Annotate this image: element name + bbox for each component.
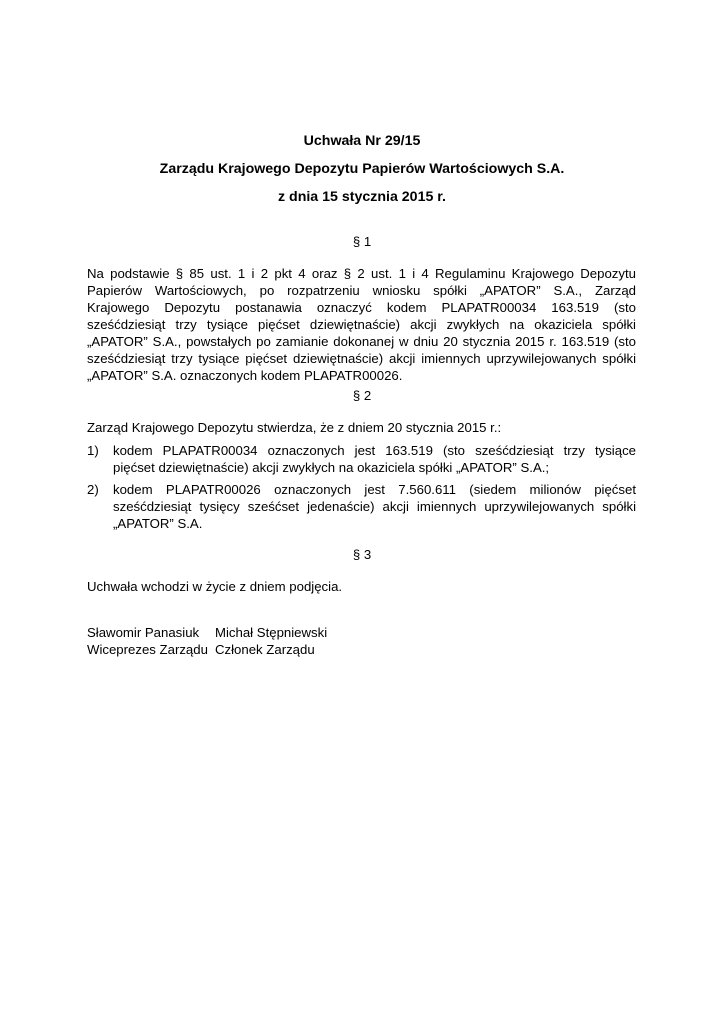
text-line: Krajowego Depozytu postanawia oznaczyć kodem PLAPATR00034 163.519 (sto xyxy=(87,300,636,315)
section-2-heading: § 2 xyxy=(352,388,372,403)
section-2-intro xyxy=(87,419,636,436)
text-line: pięćset dziewiętnaście) akcji zwykłych na okaziciela spółki „APATOR” S.A.; xyxy=(113,460,550,475)
text-line: Uchwała wchodzi w życie z dniem podjęcia. xyxy=(87,579,343,594)
text-line: sześćdziesiąt trzy tysiące pięćset dziewiętnaście) akcji imiennych uprzywilejowanych spółki xyxy=(87,351,636,366)
text-line: Zarząd Krajowego Depozytu stwierdza, że z dniem 20 stycznia 2015 r.: xyxy=(87,420,502,435)
section-1-heading: § 1 xyxy=(352,234,372,249)
signatory-name: Sławomir Panasiuk xyxy=(87,625,200,640)
list-number: 2) xyxy=(87,482,99,497)
text-line: Papierów Wartościowych, po rozpatrzeniu wniosku spółki „APATOR” S.A., Zarząd xyxy=(87,283,636,298)
signatory-role: Członek Zarządu xyxy=(215,642,315,657)
section-3-heading: § 3 xyxy=(352,547,372,562)
text-line: kodem PLAPATR00026 oznaczonych jest 7.560.611 (siedem milionów pięćset xyxy=(113,482,636,497)
signature-block xyxy=(87,624,636,660)
signature xyxy=(215,624,327,658)
signatory-role: Wiceprezes Zarządu xyxy=(87,642,208,657)
text-line: Na podstawie § 85 ust. 1 i 2 pkt 4 oraz § 2 ust. 1 i 4 Regulaminu Krajowego Depozytu xyxy=(87,266,636,281)
signatory-name: Michał Stępniewski xyxy=(215,625,328,640)
list-number: 1) xyxy=(87,443,99,458)
text-line: sześćdziesiąt trzy tysiące pięćset dziewiętnaście) akcji zwykłych na okaziciela spółki xyxy=(87,317,636,332)
issuing-body: Zarządu Krajowego Depozytu Papierów Wartościowych S.A. xyxy=(159,161,565,177)
text-line: kodem PLAPATR00034 oznaczonych jest 163.519 (sto sześćdziesiąt trzy tysiące xyxy=(113,443,636,458)
signature xyxy=(87,624,208,658)
list-item-body xyxy=(113,481,636,532)
section-1-body xyxy=(87,265,636,384)
resolution-date: z dnia 15 stycznia 2015 r. xyxy=(278,189,446,205)
text-line: „APATOR” S.A. oznaczonych kodem PLAPATR00026. xyxy=(87,368,403,383)
text-line: „APATOR” S.A., powstałych po zamianie dokonanej w dniu 20 stycznia 2015 r. 163.519 (sto xyxy=(87,334,636,349)
section-3-body xyxy=(87,578,636,595)
text-line: sześćdziesiąt tysięcy sześćset jedenaście) akcji imiennych uprzywilejowanych spółki xyxy=(113,499,636,514)
text-line: „APATOR” S.A. xyxy=(113,516,203,531)
list-item-body xyxy=(113,442,636,476)
resolution-number: Uchwała Nr 29/15 xyxy=(303,133,421,149)
